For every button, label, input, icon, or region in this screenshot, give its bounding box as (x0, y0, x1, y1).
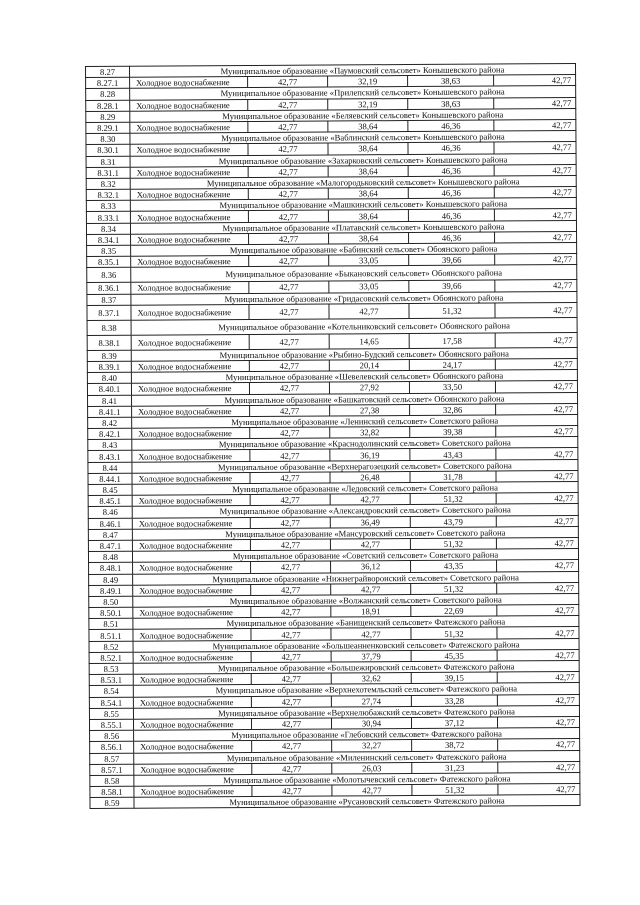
tariff-value-3: 38,72 (412, 739, 498, 751)
tariff-value-2: 20,14 (329, 359, 409, 371)
row-number: 8.50.1 (89, 607, 133, 618)
tariff-value-2: 36,19 (330, 449, 410, 461)
tariff-value-4: 42,77 (497, 672, 579, 684)
row-number: 8.44.1 (88, 473, 132, 484)
service-label: Холодное водоснабжение (131, 256, 249, 268)
tariff-value-1: 42,77 (248, 99, 328, 111)
service-label: Холодное водоснабжение (133, 562, 251, 574)
row-number: 8.34 (86, 223, 130, 234)
tariff-table-body (86, 64, 581, 809)
tariff-value-1: 42,77 (252, 763, 332, 775)
tariff-value-3: 51,32 (411, 583, 497, 595)
service-label: Холодное водоснабжение (133, 651, 251, 663)
tariff-value-2: 42,77 (332, 785, 412, 797)
municipality-title: Муниципальное образование «Быкановский сельсовет» Обоянского района (131, 265, 577, 283)
tariff-value-2: 38,64 (328, 120, 408, 132)
tariff-value-1: 42,77 (251, 718, 331, 730)
row-number: 8.56 (90, 730, 134, 741)
tariff-value-2: 38,64 (328, 165, 408, 177)
service-label: Холодное водоснабжение (132, 517, 250, 529)
tariff-value-4: 42,77 (496, 515, 578, 527)
row-number: 8.54 (89, 686, 133, 697)
tariff-value-2: 36,49 (330, 516, 410, 528)
tariff-value-3: 31,23 (412, 762, 498, 774)
row-number: 8.48 (88, 551, 132, 562)
tariff-value-1: 42,77 (250, 427, 330, 439)
tariff-value-2: 32,27 (332, 740, 412, 752)
service-label: Холодное водоснабжение (132, 539, 250, 551)
tariff-value-3: 33,28 (411, 695, 497, 707)
tariff-value-1: 42,77 (251, 673, 331, 685)
tariff-value-2: 33,05 (329, 255, 409, 267)
municipality-title: Муниципальное образование «Беляевский сельсовет» Конышевского района (130, 108, 576, 122)
municipality-title: Муниципальное образование «Платавский сельсовет» Конышевского района (130, 220, 576, 234)
row-number: 8.31 (86, 156, 130, 167)
tariff-value-2: 27,74 (331, 695, 411, 707)
tariff-value-2: 38,64 (328, 143, 408, 155)
service-label: Холодное водоснабжение (131, 383, 249, 395)
tariff-value-3: 38,63 (408, 75, 494, 87)
tariff-value-4: 42,77 (495, 231, 577, 243)
row-number: 8.36.1 (87, 283, 131, 294)
tariff-value-4: 42,77 (497, 716, 579, 728)
row-number: 8.58.1 (90, 786, 134, 797)
municipality-title: Муниципальное образование «Ленинский сельсовет» Советского района (132, 414, 578, 428)
row-number: 8.47 (88, 529, 132, 540)
row-number: 8.38 (87, 320, 131, 335)
row-number: 8.56.1 (90, 742, 134, 753)
tariff-value-3: 51,32 (410, 538, 496, 550)
tariff-value-1: 42,77 (251, 628, 331, 640)
municipality-title: Муниципальное образование «Русановский сельсовет» Фатежского района (134, 795, 580, 809)
service-label: Холодное водоснабжение (132, 472, 250, 484)
tariff-value-4: 42,77 (495, 358, 577, 370)
row-number: 8.28.1 (86, 100, 130, 111)
tariff-value-4: 42,77 (496, 403, 578, 415)
tariff-value-1: 42,77 (249, 304, 329, 319)
row-number: 8.57.1 (90, 764, 134, 775)
tariff-value-4: 42,77 (495, 302, 577, 318)
row-number: 8.27 (86, 66, 130, 77)
row-number: 8.30.1 (86, 145, 130, 156)
row-number: 8.40 (87, 372, 131, 383)
municipality-title: Муниципальное образование «Александровский сельсовет» Советского района (132, 504, 578, 518)
tariff-value-2: 32,19 (328, 98, 408, 110)
row-number: 8.33.1 (86, 212, 130, 223)
row-number: 8.32 (86, 178, 130, 189)
tariff-value-4: 42,77 (495, 332, 577, 348)
tariff-value-4: 42,77 (496, 537, 578, 549)
row-number: 8.39.1 (87, 361, 131, 372)
tariff-value-3: 43,43 (410, 448, 496, 460)
tariff-value-1: 42,77 (251, 561, 331, 573)
tariff-value-4: 42,77 (498, 784, 580, 796)
tariff-value-2: 18,91 (331, 606, 411, 618)
municipality-title: Муниципальное образование «Прилепский сельсовет» Конышевского района (130, 86, 576, 100)
tariff-value-1: 42,77 (250, 449, 330, 461)
row-number: 8.47.1 (88, 540, 132, 551)
row-number: 8.44 (88, 462, 132, 473)
row-number: 8.48.1 (89, 563, 133, 574)
tariff-value-4: 42,77 (495, 381, 577, 393)
tariff-value-1: 42,77 (248, 188, 328, 200)
tariff-value-1: 42,77 (249, 334, 329, 349)
tariff-value-2: 27,92 (329, 382, 409, 394)
service-label: Холодное водоснабжение (130, 77, 248, 89)
row-number: 8.32.1 (86, 189, 130, 200)
tariff-value-3: 46,36 (408, 165, 494, 177)
municipality-title: Муниципальное образование «Верхнелюбажский сельсовет» Фатежского района (133, 705, 579, 719)
row-number: 8.30 (86, 133, 130, 144)
service-label: Холодное водоснабжение (130, 99, 248, 111)
service-label: Холодное водоснабжение (134, 741, 252, 753)
tariff-value-4: 42,77 (496, 426, 578, 438)
service-label: Холодное водоснабжение (130, 121, 248, 133)
tariff-value-3: 46,36 (408, 142, 494, 154)
tariff-value-4: 42,77 (494, 119, 576, 131)
tariff-value-2: 32,62 (331, 673, 411, 685)
tariff-value-1: 42,77 (252, 785, 332, 797)
service-label: Холодное водоснабжение (130, 189, 248, 201)
service-label: Холодное водоснабжение (131, 360, 249, 372)
municipality-title: Муниципальное образование «Мансуровский сельсовет» Советского района (132, 526, 578, 540)
tariff-value-1: 42,77 (249, 255, 329, 267)
row-number: 8.52 (89, 641, 133, 652)
service-label: Холодное водоснабжение (131, 334, 249, 350)
tariff-value-4: 42,77 (496, 470, 578, 482)
tariff-value-2: 42,77 (329, 303, 409, 318)
row-number: 8.57 (90, 753, 134, 764)
row-number: 8.33 (86, 200, 130, 211)
municipality-title: Муниципальное образование «Машкинский сельсовет» Конышевского района (130, 198, 576, 212)
service-label: Холодное водоснабжение (134, 786, 252, 798)
tariff-value-1: 42,77 (251, 696, 331, 708)
tariff-value-2: 27,38 (330, 404, 410, 416)
tariff-value-3: 43,79 (410, 516, 496, 528)
tariff-value-2: 32,19 (328, 76, 408, 88)
municipality-title: Муниципальное образование «Шевелевский сельсовет» Обоянского района (131, 370, 577, 384)
service-label: Холодное водоснабжение (131, 304, 249, 320)
municipality-title: Муниципальное образование «Краснодолинский сельсовет» Советского района (132, 437, 578, 451)
row-number: 8.52.1 (89, 652, 133, 663)
row-number: 8.42.1 (88, 428, 132, 439)
municipality-title: Муниципальное образование «Малогородьковский сельсовет» Конышевского района (130, 175, 576, 189)
service-label: Холодное водоснабжение (130, 144, 248, 156)
tariff-value-1: 42,77 (249, 382, 329, 394)
tariff-value-2: 38,64 (329, 232, 409, 244)
tariff-value-3: 51,32 (412, 784, 498, 796)
tariff-value-4: 42,77 (495, 280, 577, 292)
row-number: 8.53 (89, 663, 133, 674)
municipality-header-row (90, 795, 580, 809)
row-number: 8.36 (87, 268, 131, 283)
row-number: 8.49.1 (89, 585, 133, 596)
service-label: Холодное водоснабжение (131, 282, 249, 294)
row-number: 8.42 (88, 417, 132, 428)
row-number: 8.45.1 (88, 495, 132, 506)
tariff-value-1: 42,77 (248, 143, 328, 155)
municipality-title: Муниципальное образование «Миленинский сельсовет» Фатежского района (134, 750, 580, 764)
tariff-value-4: 42,77 (494, 97, 576, 109)
municipality-title: Муниципальное образование «Котельниковский сельсовет» Обоянского района (131, 317, 577, 335)
tariff-value-4: 42,77 (497, 627, 579, 639)
tariff-table-page (85, 63, 580, 809)
tariff-value-1: 42,77 (250, 517, 330, 529)
row-number: 8.46 (88, 507, 132, 518)
tariff-value-3: 39,66 (409, 254, 495, 266)
row-number: 8.45 (88, 484, 132, 495)
tariff-value-4: 42,77 (494, 187, 576, 199)
service-label: Холодное водоснабжение (133, 629, 251, 641)
municipality-title: Муниципальное образование «Захарковский сельсовет» Конышевского района (130, 153, 576, 167)
row-number: 8.41.1 (88, 406, 132, 417)
tariff-value-4: 42,77 (495, 254, 577, 266)
tariff-value-3: 39,15 (411, 672, 497, 684)
row-number: 8.29.1 (86, 122, 130, 133)
municipality-title: Муниципальное образование «Паумовский сельсовет» Конышевского района (130, 64, 576, 78)
row-number: 8.43 (88, 439, 132, 450)
tariff-value-3: 46,36 (409, 232, 495, 244)
tariff-value-4: 42,77 (498, 739, 580, 751)
municipality-title: Муниципальное образование «Банищенский сельсовет» Фатежского района (133, 616, 579, 630)
tariff-value-3: 39,66 (409, 280, 495, 292)
row-number: 8.31.1 (86, 167, 130, 178)
tariff-value-2: 14,65 (329, 333, 409, 348)
tariff-value-3: 46,36 (408, 187, 494, 199)
tariff-value-3: 43,35 (411, 560, 497, 572)
row-number: 8.54.1 (89, 697, 133, 708)
tariff-value-3: 31,78 (410, 471, 496, 483)
tariff-value-4: 42,77 (498, 761, 580, 773)
municipality-title: Муниципальное образование «Глебовский сельсовет» Фатежского района (134, 728, 580, 742)
municipality-title: Муниципальное образование «Ваблинский сельсовет» Конышевского района (130, 131, 576, 145)
tariff-value-3: 45,35 (411, 650, 497, 662)
service-label: Холодное водоснабжение (133, 674, 251, 686)
municipality-title: Муниципальное образование «Башкатовский сельсовет» Обоянского района (132, 392, 578, 406)
tariff-value-4: 42,77 (497, 694, 579, 706)
tariff-value-2: 38,64 (328, 210, 408, 222)
tariff-value-1: 42,77 (248, 166, 328, 178)
row-number: 8.29 (86, 111, 130, 122)
tariff-value-3: 37,12 (411, 717, 497, 729)
row-number: 8.51.1 (89, 630, 133, 641)
service-label: Холодное водоснабжение (133, 696, 251, 708)
tariff-value-2: 26,03 (332, 762, 412, 774)
tariff-value-2: 38,64 (328, 188, 408, 200)
tariff-value-1: 42,77 (250, 472, 330, 484)
row-number: 8.34.1 (87, 234, 131, 245)
row-number: 8.27.1 (86, 77, 130, 88)
tariff-value-4: 42,77 (494, 75, 576, 87)
municipality-title: Муниципальное образование «Верхнехотемльский сельсовет» Фатежского района (133, 683, 579, 697)
service-label: Холодное водоснабжение (132, 405, 250, 417)
tariff-value-4: 42,77 (497, 582, 579, 594)
row-number: 8.50 (89, 596, 133, 607)
row-number: 8.39 (87, 350, 131, 361)
row-number: 8.35.1 (87, 256, 131, 267)
tariff-value-4: 42,77 (494, 164, 576, 176)
tariff-value-3: 24,17 (409, 359, 495, 371)
tariff-value-4: 42,77 (496, 493, 578, 505)
row-number: 8.51 (89, 618, 133, 629)
tariff-value-3: 22,69 (411, 605, 497, 617)
row-number: 8.43.1 (88, 451, 132, 462)
row-number: 8.53.1 (89, 674, 133, 685)
tariff-value-3: 32,86 (410, 404, 496, 416)
tariff-value-1: 42,77 (251, 651, 331, 663)
tariff-value-3: 33,50 (409, 381, 495, 393)
municipality-title: Муниципальное образование «Нижнеграйворонский сельсовет» Советского района (133, 571, 579, 585)
municipality-title: Муниципальное образование «Гридасовский сельсовет» Обоянского района (131, 291, 577, 305)
row-number: 8.46.1 (88, 518, 132, 529)
tariff-value-4: 42,77 (496, 448, 578, 460)
tariff-value-1: 42,77 (248, 210, 328, 222)
municipality-title: Муниципальное образование «Верхнерагозецкий сельсовет» Советского района (132, 459, 578, 473)
service-label: Холодное водоснабжение (132, 428, 250, 440)
service-label: Холодное водоснабжение (133, 718, 251, 730)
tariff-value-2: 36,12 (331, 561, 411, 573)
row-number: 8.35 (87, 245, 131, 256)
service-label: Холодное водоснабжение (131, 233, 249, 245)
tariff-value-2: 42,77 (331, 583, 411, 595)
tariff-value-2: 26,48 (330, 471, 410, 483)
municipality-title: Муниципальное образование «Молотычевский сельсовет» Фатежского района (134, 772, 580, 786)
municipality-title: Муниципальное образование «Рыбино-Будский сельсовет» Обоянского района (131, 347, 577, 361)
tariff-value-2: 32,82 (330, 427, 410, 439)
tariff-value-3: 46,36 (408, 209, 494, 221)
tariff-value-2: 33,05 (329, 281, 409, 293)
row-number: 8.37.1 (87, 305, 131, 320)
municipality-title: Муниципальное образование «Волжанский сельсовет» Советского района (133, 593, 579, 607)
row-number: 8.37 (87, 294, 131, 305)
service-label: Холодное водоснабжение (133, 584, 251, 596)
tariff-value-4: 42,77 (497, 649, 579, 661)
tariff-value-1: 42,77 (248, 121, 328, 133)
tariff-value-3: 39,38 (410, 426, 496, 438)
tariff-value-1: 42,77 (250, 405, 330, 417)
tariff-value-2: 30,94 (331, 717, 411, 729)
service-label: Холодное водоснабжение (133, 607, 251, 619)
row-number: 8.49 (89, 574, 133, 585)
service-label: Холодное водоснабжение (134, 763, 252, 775)
tariff-value-2: 42,77 (330, 494, 410, 506)
tariff-value-1: 42,77 (250, 539, 330, 551)
tariff-value-4: 42,77 (494, 142, 576, 154)
service-label: Холодное водоснабжение (132, 450, 250, 462)
municipality-title: Муниципальное образование «Большежировский сельсовет» Фатежского района (133, 660, 579, 674)
tariff-value-1: 42,77 (249, 233, 329, 245)
tariff-value-2: 42,77 (331, 628, 411, 640)
tariff-value-1: 42,77 (248, 76, 328, 88)
tariff-value-3: 38,63 (408, 98, 494, 110)
row-number: 8.55.1 (89, 719, 133, 730)
tariff-value-1: 42,77 (251, 584, 331, 596)
row-number: 8.55 (89, 708, 133, 719)
row-number: 8.59 (90, 797, 134, 808)
tariff-value-1: 42,77 (251, 606, 331, 618)
municipality-title: Муниципальное образование «Советский сельсовет» Советского района (132, 549, 578, 563)
row-number: 8.28 (86, 89, 130, 100)
tariff-value-3: 46,36 (408, 120, 494, 132)
tariff-value-4: 42,77 (497, 560, 579, 572)
municipality-title: Муниципальное образование «Большеанненковский сельсовет» Фатежского района (133, 638, 579, 652)
tariff-value-2: 42,77 (330, 538, 410, 550)
tariff-value-4: 42,77 (494, 209, 576, 221)
service-label: Холодное водоснабжение (132, 495, 250, 507)
tariff-value-3: 51,32 (411, 627, 497, 639)
municipality-title: Муниципальное образование «Ледовский сельсовет» Советского района (132, 481, 578, 495)
tariff-value-3: 17,58 (409, 333, 495, 349)
service-label: Холодное водоснабжение (130, 211, 248, 223)
tariff-value-1: 42,77 (249, 281, 329, 293)
municipality-title: Муниципальное образование «Бабинский сельсовет» Обоянского района (131, 243, 577, 257)
tariff-table (85, 63, 581, 809)
row-number: 8.41 (88, 395, 132, 406)
tariff-value-1: 42,77 (249, 360, 329, 372)
tariff-value-1: 42,77 (250, 494, 330, 506)
service-label: Холодное водоснабжение (130, 166, 248, 178)
tariff-value-3: 51,32 (409, 303, 495, 319)
tariff-value-4: 42,77 (497, 605, 579, 617)
tariff-value-1: 42,77 (252, 740, 332, 752)
tariff-value-2: 37,79 (331, 650, 411, 662)
tariff-value-3: 51,32 (410, 493, 496, 505)
row-number: 8.58 (90, 775, 134, 786)
row-number: 8.38.1 (87, 335, 131, 350)
row-number: 8.40.1 (87, 384, 131, 395)
